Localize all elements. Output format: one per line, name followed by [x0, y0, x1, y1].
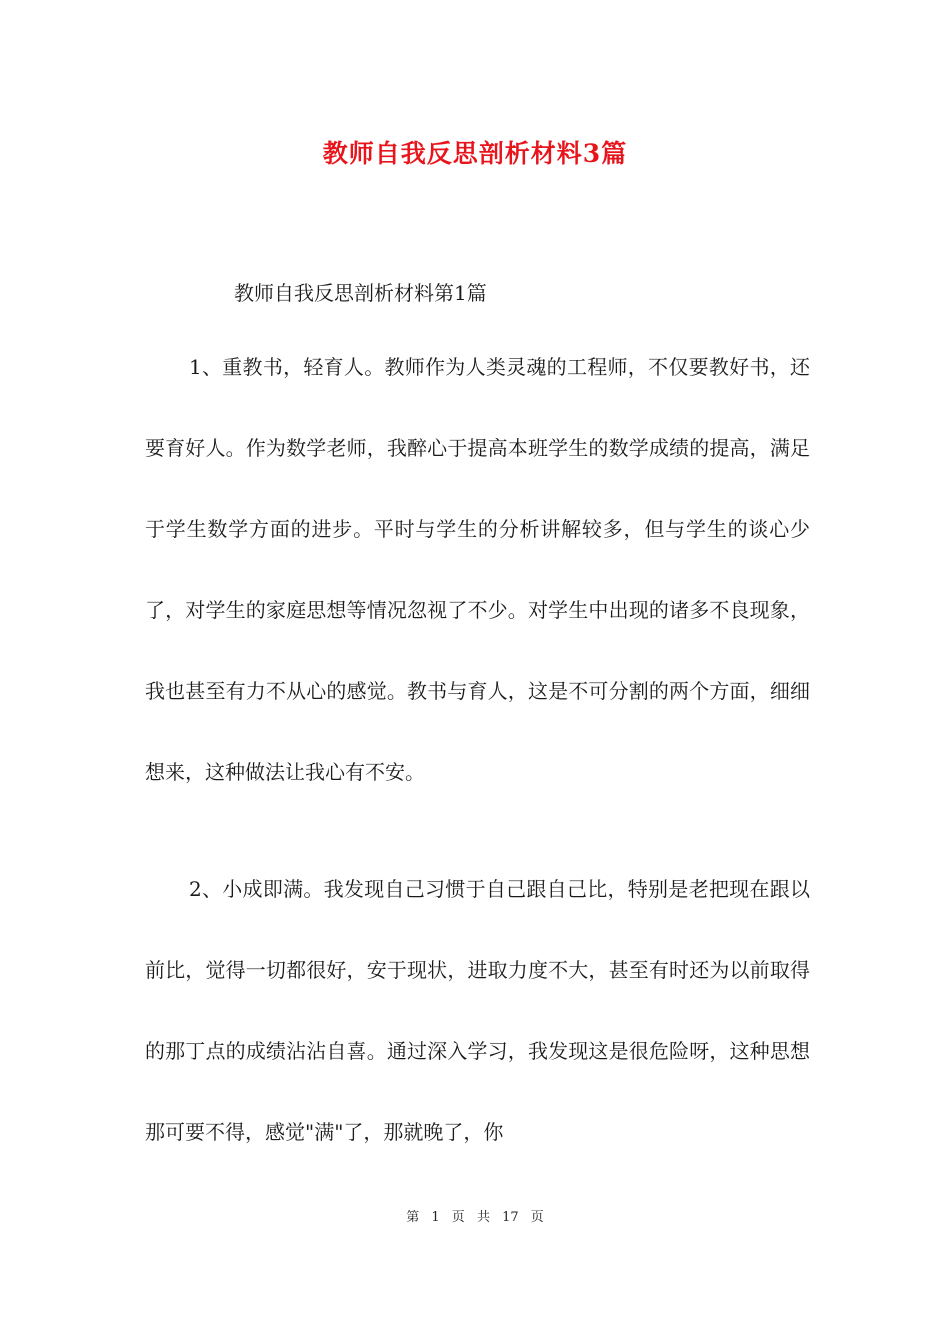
body-paragraph-2: 2、小成即满。我发现自己习惯于自己跟自己比，特别是老把现在跟以前比，觉得一切都很好，安于现状，进取力度不大，甚至有时还为以前取得的那丁点的成绩沾沾自喜。通过深入学习，我发现这是很危险呀，这种思想那可要不得，感觉"满"了，那就晚了，你	[145, 877, 810, 1144]
page-footer	[0, 1208, 950, 1228]
document-title: 教师自我反思剖析材料3篇	[322, 139, 628, 168]
body-paragraph-1: 1、重教书，轻育人。教师作为人类灵魂的工程师，不仅要教好书，还要育好人。作为数学老师，我醉心于提高本班学生的数学成绩的提高，满足于学生数学方面的进步。平时与学生的分析讲解较多，但与学生的谈心少了，对学生的家庭思想等情况忽视了不少。对学生中出现的诸多不良现象，我也甚至有力不从心的感觉。教书与育人，这是不可分割的两个方面，细细想来，这种做法让我心有不安。	[145, 355, 810, 784]
section-heading: 教师自我反思剖析材料第1篇	[234, 281, 487, 305]
footer-page-unit: 页	[451, 1210, 465, 1225]
footer-total-prefix: 共	[476, 1210, 490, 1225]
footer-total-unit: 页	[530, 1210, 544, 1225]
footer-page-number: 1	[431, 1210, 440, 1225]
footer-page-prefix: 第	[406, 1210, 420, 1225]
footer-total-pages: 17	[502, 1210, 519, 1225]
